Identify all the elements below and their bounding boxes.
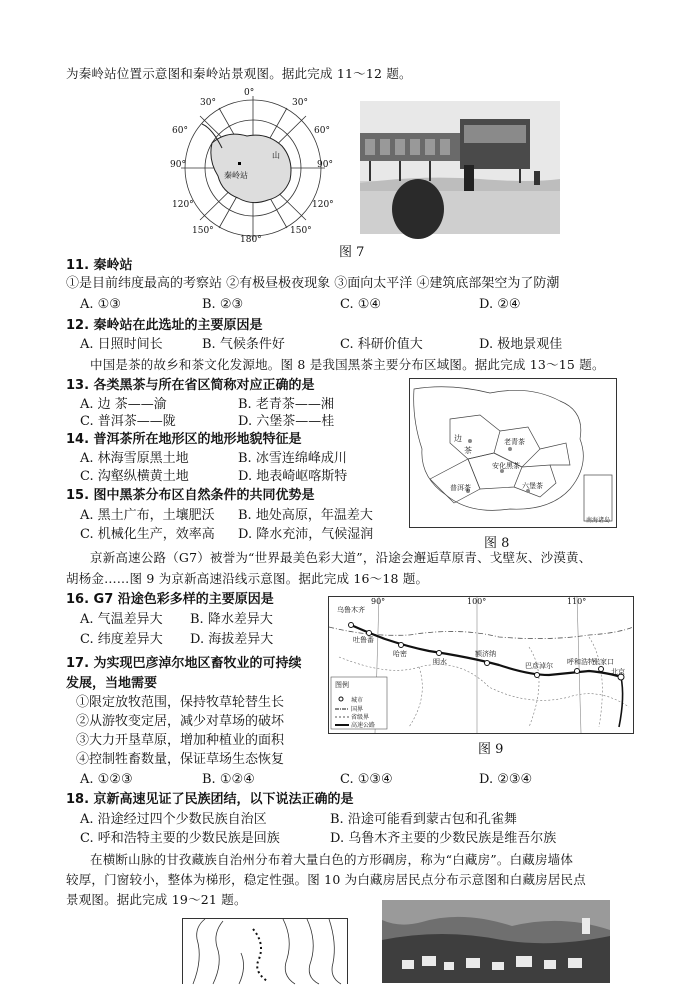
lon-label-30w: 30°	[200, 98, 216, 108]
q18-option-d: D. 乌鲁木齐主要的少数民族是维吾尔族	[330, 831, 557, 846]
lon-label-60e: 60°	[314, 126, 330, 136]
q12-stem: 12. 秦岭站在此选址的主要原因是	[66, 318, 263, 333]
fig9-lon-90: 90°	[371, 597, 386, 606]
q17-item-3: ③大力开垦草原，增加种植业的面积	[76, 733, 285, 748]
fig9-city-turpan: 吐鲁番	[353, 636, 374, 644]
intro-text-11-12: 为秦岭站位置示意图和秦岭站景观图。据此完成 11～12 题。	[66, 66, 412, 81]
lon-label-150w: 150°	[192, 226, 214, 236]
q13-option-a: A. 边 茶——渝	[80, 397, 167, 412]
fig7-station-photo	[360, 101, 560, 234]
q12-option-c: C. 科研价值大	[340, 337, 423, 352]
q14-option-d: D. 地表崎岖喀斯特	[238, 469, 348, 484]
q14-option-a: A. 林海雪原黑土地	[80, 451, 189, 466]
q18-stem: 18. 京新高速见证了民族团结，以下说法正确的是	[66, 792, 354, 807]
q17-option-b: B. ①②④	[202, 772, 255, 787]
fig9-city-hohhot: 呼和浩特	[567, 658, 595, 666]
q17-option-d: D. ②③④	[479, 772, 533, 787]
fig9-expressway-map	[328, 596, 634, 734]
lon-label-30e: 30°	[292, 98, 308, 108]
fig9-legend-highway: 高速公路	[351, 722, 376, 729]
intro-text-19-21-b: 较厚，门窗较小，整体为梯形，稳定性强。图 10 为白藏房居民点分布示意图和白藏房居民点	[66, 872, 586, 887]
intro-text-16-18-a: 京新高速公路（G7）被誉为“世界最美色彩大道”，沿途会邂逅草原青、戈壁灰、沙漠黄、	[90, 550, 592, 565]
q16-stem: 16. G7 沿途色彩多样的主要原因是	[66, 592, 274, 607]
q11-option-d: D. ②④	[479, 297, 521, 312]
q16-option-a: A. 气温差异大	[80, 612, 163, 627]
fig9-city-beijing: 北京	[611, 668, 625, 676]
q12-option-b: B. 气候条件好	[202, 337, 285, 352]
q14-option-b: B. 冰雪连绵峰成川	[238, 451, 347, 466]
q12-option-d: D. 极地景观佳	[479, 337, 563, 352]
fig8-label-bian: 边	[454, 434, 462, 443]
fig7-caption: 图 7	[339, 245, 365, 260]
q16-option-c: C. 纬度差异大	[80, 632, 163, 647]
fig9-city-hami: 哈密	[393, 650, 407, 658]
lon-label-120e: 120°	[312, 200, 334, 210]
q16-option-b: B. 降水差异大	[190, 612, 273, 627]
q11-option-a: A. ①③	[80, 297, 121, 312]
q18-option-a: A. 沿途经过四个少数民族自治区	[80, 812, 267, 827]
q17-option-c: C. ①③④	[340, 772, 393, 787]
fig8-label-anhua: 安化黑茶	[492, 462, 520, 470]
mountain-label: 山	[272, 151, 280, 160]
fig7-polar-map	[172, 88, 334, 246]
q18-option-c: C. 呼和浩特主要的少数民族是回族	[80, 831, 280, 846]
q11-option-c: C. ①④	[340, 297, 382, 312]
q15-option-a: A. 黑土广布，土壤肥沃	[80, 508, 215, 523]
fig9-city-bayannur: 巴彦淖尔	[525, 662, 553, 670]
q13-stem: 13. 各类黑茶与所在省区简称对应正确的是	[66, 378, 315, 393]
q12-option-a: A. 日照时间长	[80, 337, 163, 352]
fig9-lon-110: 110°	[567, 597, 587, 606]
fig10-village-photo	[382, 900, 610, 983]
q17-stem-b: 发展，当地需要	[66, 676, 158, 691]
q11-stem: 11. 秦岭站	[66, 258, 133, 273]
intro-text-13-15: 中国是茶的故乡和茶文化发源地。图 8 是我国黑茶主要分布区域图。据此完成 13～15 题。	[90, 357, 605, 372]
lon-label-180: 180°	[240, 235, 262, 245]
q15-option-c: C. 机械化生产，效率高	[80, 527, 215, 542]
fig9-lon-100: 100°	[467, 597, 487, 606]
fig9-city-zhangjiakou: 张家口	[593, 658, 614, 666]
fig8-label-nanhai: 南海诸岛	[586, 517, 611, 524]
fig8-label-liubao: 六堡茶	[522, 482, 543, 490]
q17-item-2: ②从游牧变定居，减少对草场的破坏	[76, 714, 285, 729]
q15-option-d: D. 降水充沛，气候湿润	[238, 527, 374, 542]
fig9-caption: 图 9	[478, 742, 504, 757]
fig9-legend-title: 图例	[335, 681, 349, 689]
q13-option-b: B. 老青茶——湘	[238, 397, 334, 412]
q14-stem: 14. 普洱茶所在地形区的地形地貌特征是	[66, 432, 302, 447]
lon-label-90w: 90°	[170, 160, 186, 170]
q11-option-b: B. ②③	[202, 297, 244, 312]
lon-label-60w: 60°	[172, 126, 188, 136]
q17-item-4: ④控制牲畜数量，保证草场生态恢复	[76, 752, 285, 767]
q17-stem-a: 17. 为实现巴彦淖尔地区畜牧业的可持续	[66, 656, 302, 671]
q18-option-b: B. 沿途可能看到蒙古包和孔雀舞	[330, 812, 517, 827]
fig9-legend-province: 省级界	[351, 714, 370, 721]
q14-option-c: C. 沟壑纵横黄土地	[80, 469, 189, 484]
lon-label-120w: 120°	[172, 200, 194, 210]
lon-label-150e: 150°	[290, 226, 312, 236]
lat-label-0: 0°	[244, 88, 255, 98]
fig8-caption: 图 8	[484, 536, 510, 551]
intro-text-19-21-a: 在横断山脉的甘孜藏族自治州分布着大量白色的方形碉房，称为“白藏房”。白藏房墙体	[90, 852, 574, 867]
intro-text-19-21-c: 景观图。据此完成 19～21 题。	[66, 892, 247, 907]
fig9-city-urumqi: 乌鲁木齐	[337, 606, 365, 614]
fig8-tea-map	[409, 378, 617, 528]
fig9-city-mingshui: 明水	[433, 658, 447, 666]
station-label: 秦岭站	[224, 171, 248, 180]
q15-stem: 15. 图中黑茶分布区自然条件的共同优势是	[66, 488, 315, 503]
fig8-label-laoqing: 老青茶	[504, 438, 525, 446]
q11-items: ①是目前纬度最高的考察站 ②有极昼极夜现象 ③面向太平洋 ④建筑底部架空为了防潮	[66, 276, 560, 291]
q17-item-1: ①限定放牧范围，保持牧草轮替生长	[76, 695, 285, 710]
fig9-legend-city: 城市	[351, 697, 364, 704]
lon-label-90e: 90°	[317, 160, 333, 170]
q15-option-b: B. 地处高原，年温差大	[238, 508, 373, 523]
fig10-contour-map	[182, 918, 348, 984]
fig8-label-puer: 普洱茶	[450, 484, 471, 492]
q13-option-c: C. 普洱茶——陇	[80, 414, 176, 429]
fig8-label-cha: 茶	[464, 446, 472, 455]
fig9-legend-border: 国界	[351, 706, 364, 713]
q16-option-d: D. 海拔差异大	[190, 632, 274, 647]
q17-option-a: A. ①②③	[80, 772, 133, 787]
intro-text-16-18-b: 胡杨金……图 9 为京新高速沿线示意图。据此完成 16～18 题。	[66, 571, 429, 586]
q13-option-d: D. 六堡茶——桂	[238, 414, 335, 429]
fig9-city-ejina: 额济纳	[475, 650, 496, 658]
